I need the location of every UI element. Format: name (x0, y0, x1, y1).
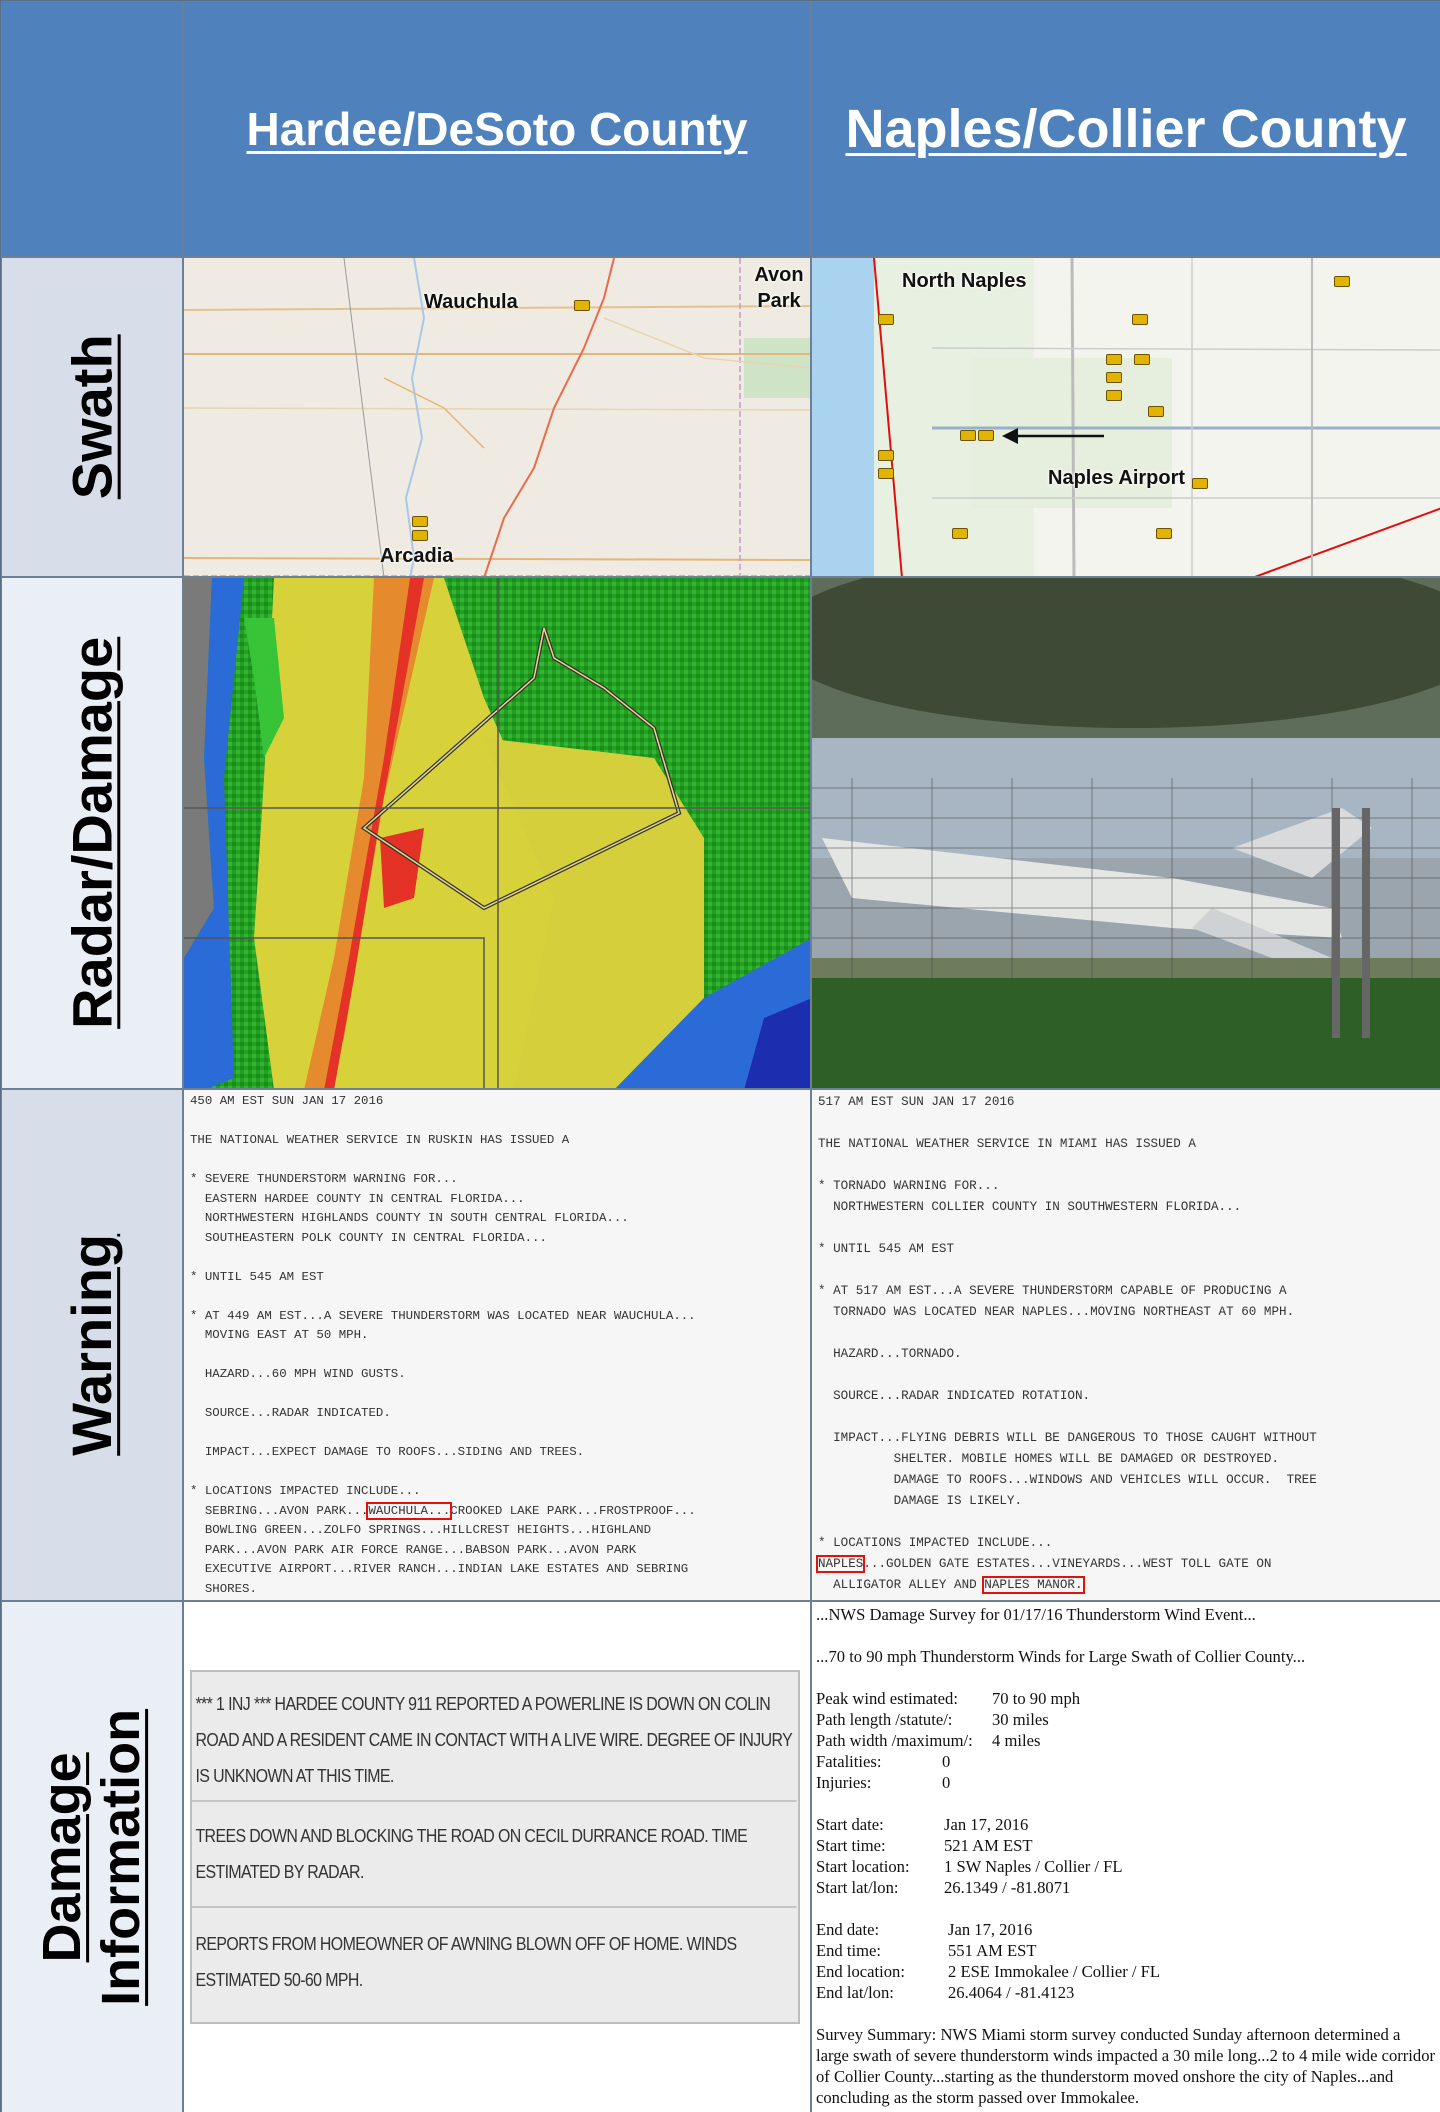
warning1-line: 450 AM EST SUN JAN 17 2016 (190, 1094, 384, 1108)
stat-label: Path length /statute/: (816, 1710, 953, 1729)
warning2-line: * TORNADO WARNING FOR... (818, 1179, 1000, 1193)
damage-report-icon (878, 468, 894, 479)
survey-stat-row (816, 1730, 1436, 1751)
warning1-line: EXECUTIVE AIRPORT...RIVER RANCH...INDIAN LAKE ESTATES AND SEBRING (190, 1562, 689, 1576)
warning2-line: * UNTIL 545 AM EST (818, 1242, 955, 1256)
warning1-line: * AT 449 AM EST...A SEVERE THUNDERSTORM WAS LOCATED NEAR WAUCHULA... (190, 1308, 696, 1323)
warning1-line: BOWLING GREEN...ZOLFO SPRINGS...HILLCREST HEIGHTS...HIGHLAND (190, 1523, 652, 1537)
row-label-swath: Swath (60, 334, 124, 500)
warning1-line: SOURCE...RADAR INDICATED. (190, 1406, 391, 1420)
stat-label: Injuries: (816, 1773, 872, 1792)
warning2-line: THE NATIONAL WEATHER SERVICE IN MIAMI HAS ISSUED A (818, 1137, 1196, 1151)
swath-map-naples (811, 257, 1440, 577)
map-label-avon-park: Avon Park (754, 264, 804, 312)
survey-start-row (816, 1835, 1436, 1856)
damage-report-icon (1156, 528, 1172, 539)
damage-report-icon (878, 314, 894, 325)
row-label-damage-line1: Damage (31, 1751, 92, 1963)
survey-start (816, 1814, 1436, 1898)
plane-damage-photo-drawing (812, 578, 1440, 1089)
map-label-north-naples: North Naples (902, 270, 1027, 292)
warning1-line (190, 1151, 804, 1171)
warning2-line (818, 1365, 1434, 1386)
survey-stat-row (816, 1751, 1436, 1772)
stat-value: 4 miles (992, 1731, 1041, 1750)
survey-start-row (816, 1856, 1436, 1877)
warning1-line: MOVING EAST AT 50 MPH. (190, 1328, 369, 1342)
warning1-locations-line (190, 1502, 804, 1522)
end-value: 2 ESE Immokalee / Collier / FL (948, 1962, 1160, 1981)
damage-survey-collier (811, 1601, 1440, 2112)
warning1-loc-post: CROOKED LAKE PARK...FROSTPROOF... (450, 1503, 696, 1518)
storm-reports-hardee (183, 1601, 811, 2112)
survey-end-row (816, 1982, 1436, 2003)
warning-text-ruskin (183, 1089, 811, 1601)
warning1-line: SOUTHEASTERN POLK COUNTY IN CENTRAL FLORIDA... (190, 1230, 547, 1245)
highlighted-location-wauchula: WAUCHULA... (368, 1503, 451, 1518)
warning1-line (190, 1112, 804, 1132)
warning2-line: SHELTER. MOBILE HOMES WILL BE DAMAGED OR DESTROYED. (818, 1452, 1280, 1466)
warning2-line: DAMAGE TO ROOFS...WINDOWS AND VEHICLES WILL OCCUR. TREE (818, 1473, 1317, 1487)
row-label-damage-cell (1, 1601, 183, 2112)
warning1-line (190, 1287, 804, 1307)
row-label-radar-damage: Radar/Damage (60, 636, 124, 1030)
row-label-damage-line2: Information (91, 1708, 152, 2006)
warning2-line: TORNADO WAS LOCATED NEAR NAPLES...MOVING NORTHEAST AT 60 MPH. (818, 1305, 1295, 1319)
damage-report-icon (952, 528, 968, 539)
storm-reports-table (190, 1670, 800, 2024)
highlighted-location-naples: NAPLES (818, 1557, 864, 1571)
warning2-line: DAMAGE IS LIKELY. (818, 1494, 1023, 1508)
warning2-line: * AT 517 AM EST...A SEVERE THUNDERSTORM CAPABLE OF PRODUCING A (818, 1284, 1287, 1298)
corner-header-cell (1, 1, 183, 257)
header-hardee-desoto (183, 1, 811, 257)
row-label-warning: Warning (60, 1234, 124, 1456)
survey-start-row (816, 1877, 1436, 1898)
survey-stat-row (816, 1772, 1436, 1793)
damage-report-icon (1192, 478, 1208, 489)
radar-reflectivity-drawing (184, 578, 811, 1089)
survey-summary: Survey Summary: NWS Miami storm survey conducted Sunday afternoon determined a large swath of severe thunderstorm winds impacted a 30 mile long...2 to 4 mile wide corridor of Collier County...starting as the thunderstorm moved onshore the city of Naples...and concluding as the storm passed over Immokalee. (816, 2025, 1436, 2107)
warning1-line: PARK...AVON PARK AIR FORCE RANGE...BABSON PARK...AVON PARK (190, 1542, 637, 1557)
header-naples-collier (811, 1, 1440, 257)
warning1-line: SHORES. (190, 1581, 257, 1596)
warning2-line (818, 1260, 1434, 1281)
damage-report-icon (1148, 406, 1164, 417)
survey-start-row (816, 1814, 1436, 1835)
damage-report-icon (1106, 354, 1122, 365)
warning1-line (190, 1346, 804, 1366)
start-value: 26.1349 / -81.8071 (944, 1878, 1071, 1897)
stat-value: 0 (942, 1752, 951, 1771)
storm-report-row: REPORTS FROM HOMEOWNER OF AWNING BLOWN OFF OF HOME. WINDS ESTIMATED 50-60 MPH. (195, 1933, 737, 1990)
warning1-line: NORTHWESTERN HIGHLANDS COUNTY IN SOUTH CENTRAL FLORIDA... (190, 1211, 629, 1225)
start-label: Start time: (816, 1836, 886, 1855)
end-value: 26.4064 / -81.4123 (948, 1983, 1075, 2002)
warning1-line: * LOCATIONS IMPACTED INCLUDE... (190, 1484, 421, 1498)
highlighted-location-naples-manor: NAPLES MANOR. (984, 1578, 1083, 1592)
warning2-line: IMPACT...FLYING DEBRIS WILL BE DANGEROUS TO THOSE CAUGHT WITHOUT (818, 1431, 1317, 1445)
warning1-line (190, 1385, 804, 1405)
survey-end (816, 1919, 1436, 2003)
end-value: Jan 17, 2016 (948, 1920, 1033, 1939)
warning2-line (818, 1155, 1434, 1176)
warning1-line: IMPACT...EXPECT DAMAGE TO ROOFS...SIDING AND TREES. (190, 1445, 585, 1459)
column-title-hardee-desoto: Hardee/DeSoto County (246, 103, 748, 155)
damage-report-icon (960, 430, 976, 441)
damage-report-icon (412, 516, 428, 527)
warning2-locations-line-1 (818, 1554, 1434, 1575)
end-label: End time: (816, 1941, 881, 1960)
warning1-line: HAZARD...60 MPH WIND GUSTS. (190, 1367, 406, 1381)
warning2-line: 517 AM EST SUN JAN 17 2016 (818, 1095, 1015, 1109)
warning2-locations-line-2 (818, 1575, 1434, 1596)
warning1-line (190, 1463, 804, 1483)
warning2-line: HAZARD...TORNADO. (818, 1347, 962, 1361)
start-value: 1 SW Naples / Collier / FL (944, 1857, 1123, 1876)
damage-report-icon (1134, 354, 1150, 365)
swath-map-hardee (183, 257, 811, 577)
column-title-naples-collier: Naples/Collier County (845, 99, 1407, 159)
storm-report-row: *** 1 INJ *** HARDEE COUNTY 911 REPORTED A POWERLINE IS DOWN ON COLIN ROAD AND A RESIDENT CAME IN CONTACT WITH A LIVE WIRE. DEGREE OF INJURY IS UNKNOWN AT THIS TIME. (192, 1672, 797, 1802)
warning2-line (818, 1407, 1434, 1428)
stat-label: Fatalities: (816, 1752, 882, 1771)
warning1-line: * SEVERE THUNDERSTORM WARNING FOR... (190, 1172, 458, 1186)
warning1-line (190, 1424, 804, 1444)
stat-value: 30 miles (992, 1710, 1049, 1729)
damage-report-icon (1106, 372, 1122, 383)
damage-report-icon (1334, 276, 1350, 287)
start-value: 521 AM EST (944, 1836, 1033, 1855)
stat-label: Peak wind estimated: (816, 1689, 958, 1708)
start-label: Start date: (816, 1815, 884, 1834)
stat-value: 70 to 90 mph (992, 1689, 1081, 1708)
warning2-line (818, 1218, 1434, 1239)
storm-report-row: TREES DOWN AND BLOCKING THE ROAD ON CECIL DURRANCE ROAD. TIME ESTIMATED BY RADAR. (192, 1802, 797, 1908)
map-label-arcadia: Arcadia (380, 545, 454, 567)
radar-image (183, 577, 811, 1089)
damage-photo (811, 577, 1440, 1089)
warning2-line: SOURCE...RADAR INDICATED ROTATION. (818, 1389, 1091, 1403)
warning1-line: * UNTIL 545 AM EST (190, 1269, 324, 1284)
survey-end-row (816, 1940, 1436, 1961)
start-label: Start location: (816, 1857, 910, 1876)
survey-title: ...NWS Damage Survey for 01/17/16 Thunderstorm Wind Event... (816, 1605, 1256, 1624)
row-label-swath-cell (1, 257, 183, 577)
damage-report-icon (574, 300, 590, 311)
row-label-radar-cell (1, 577, 183, 1089)
map-naples-drawing (812, 258, 1440, 577)
damage-report-icon (1106, 390, 1122, 401)
damage-report-icon (878, 450, 894, 461)
warning1-line: THE NATIONAL WEATHER SERVICE IN RUSKIN HAS ISSUED A (190, 1133, 570, 1147)
warning2-line (818, 1323, 1434, 1344)
survey-stat-row (816, 1709, 1436, 1730)
survey-stat-row (816, 1688, 1436, 1709)
warning2-line: NORTHWESTERN COLLIER COUNTY IN SOUTHWESTERN FLORIDA... (818, 1200, 1242, 1214)
start-label: Start lat/lon: (816, 1878, 899, 1897)
end-label: End location: (816, 1962, 905, 1981)
map-label-naples-airport: Naples Airport (1048, 467, 1186, 489)
warning2-line: * LOCATIONS IMPACTED INCLUDE... (818, 1536, 1053, 1550)
warning1-line: EASTERN HARDEE COUNTY IN CENTRAL FLORIDA... (190, 1191, 525, 1206)
row-label-damage-information (33, 1709, 152, 2006)
damage-report-icon (1132, 314, 1148, 325)
end-label: End lat/lon: (816, 1983, 894, 2002)
warning2-line (818, 1113, 1434, 1134)
warning2-line (818, 1512, 1434, 1533)
damage-report-icon (412, 530, 428, 541)
warning2-loc1-post: ...GOLDEN GATE ESTATES...VINEYARDS...WEST TOLL GATE ON (863, 1557, 1272, 1571)
stat-value: 0 (942, 1773, 951, 1792)
warning2-loc2-pre: ALLIGATOR ALLEY AND (818, 1578, 985, 1592)
end-value: 551 AM EST (948, 1941, 1037, 1960)
end-label: End date: (816, 1920, 880, 1939)
survey-stats (816, 1688, 1436, 1793)
damage-report-icon (978, 430, 994, 441)
stat-label: Path width /maximum/: (816, 1731, 973, 1750)
row-label-warning-cell (1, 1089, 183, 1601)
warning1-loc-pre: SEBRING...AVON PARK... (190, 1503, 369, 1518)
survey-end-row (816, 1919, 1436, 1940)
map-label-wauchula: Wauchula (424, 291, 518, 313)
warning1-line (190, 1248, 804, 1268)
survey-end-row (816, 1961, 1436, 1982)
warning-text-miami (811, 1089, 1440, 1601)
survey-subtitle: ...70 to 90 mph Thunderstorm Winds for Large Swath of Collier County... (816, 1647, 1306, 1666)
start-value: Jan 17, 2016 (944, 1815, 1029, 1834)
